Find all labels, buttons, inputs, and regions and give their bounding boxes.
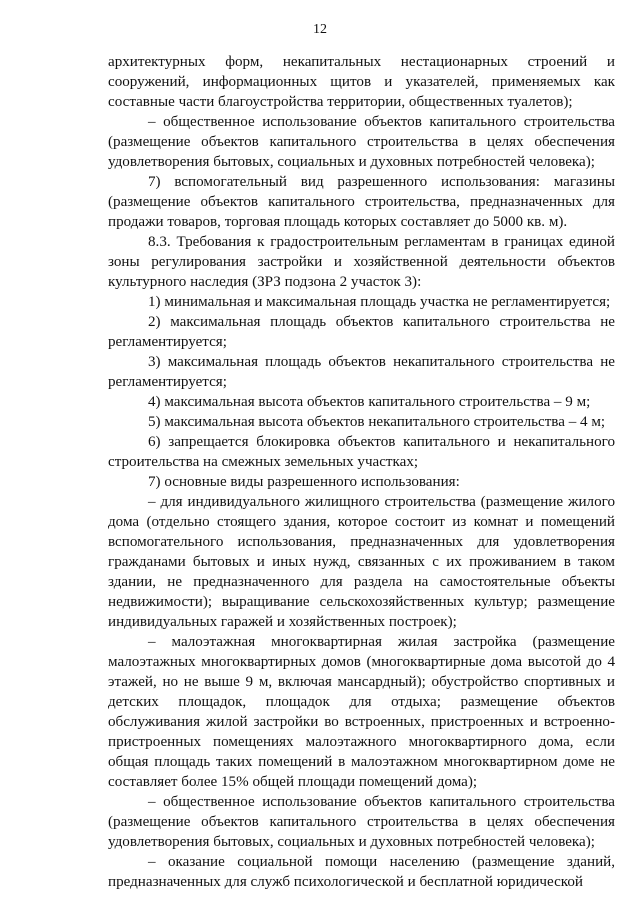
- paragraph: 8.3. Требования к градостроительным регламентам в границах единой зоны регулирования застройки и хозяйственной деятельности объектов культурного наследия (ЗРЗ подзона 2 участок 3):: [108, 234, 615, 290]
- paragraph: 7) вспомогательный вид разрешенного использования: магазины (размещение объектов капитального строительства, предназначенных для продажи товаров, торговая площадь которых составляет до 5000 кв. м).: [108, 174, 615, 230]
- paragraph: 6) запрещается блокировка объектов капитального и некапитального строительства на смежных земельных участках;: [108, 434, 615, 470]
- paragraph: – для индивидуального жилищного строительства (размещение жилого дома (отдельно стоящего здания, которое состоит из комнат и помещений вспомогательного использования, предназначенных для удовлетворения гражданами бытовых и иных нужд, связанных с их проживанием в таком здании, не предназначенного для раздела на самостоятельные объекты недвижимости); выращивание сельскохозяйственных культур; размещение индивидуальных гаражей и хозяйственных построек);: [108, 494, 615, 630]
- paragraph: 1) минимальная и максимальная площадь участка не регламентируется;: [148, 294, 611, 310]
- paragraph: – общественное использование объектов капитального строительства (размещение объектов капитального строительства в целях обеспечения удовлетворения бытовых, социальных и духовных потребностей человека);: [108, 794, 615, 850]
- paragraph: 2) максимальная площадь объектов капитального строительства не регламентируется;: [108, 314, 615, 350]
- paragraph: – оказание социальной помощи населению (размещение зданий, предназначенных для служб психологической и бесплатной юридической: [108, 854, 615, 890]
- document-body: [108, 52, 615, 892]
- paragraph: – общественное использование объектов капитального строительства (размещение объектов капитального строительства в целях обеспечения удовлетворения бытовых, социальных и духовных потребностей человека);: [108, 114, 615, 170]
- paragraph: архитектурных форм, некапитальных нестационарных строений и сооружений, информационных щитов и указателей, применяемых как составные части благоустройства территории, общественных туалетов);: [108, 54, 615, 110]
- paragraph: 7) основные виды разрешенного использования:: [148, 474, 460, 490]
- paragraph: 3) максимальная площадь объектов некапитального строительства не регламентируется;: [108, 354, 615, 390]
- paragraph: 5) максимальная высота объектов некапитального строительства – 4 м;: [148, 414, 606, 430]
- paragraph: 4) максимальная высота объектов капитального строительства – 9 м;: [148, 394, 591, 410]
- paragraph: – малоэтажная многоквартирная жилая застройка (размещение малоэтажных многоквартирных домов (многоквартирные дома высотой до 4 этажей, но не выше 9 м, включая мансардный); обустройство спортивных и детских площадок, площадок для отдыха; размещение объектов обслуживания жилой застройки во встроенных, пристроенных и встроенно-пристроенных помещениях малоэтажного многоквартирного дома, если общая площадь таких помещений в малоэтажном многоквартирном доме не составляет более 15% общей площади помещений дома);: [108, 634, 615, 790]
- page-number: 12: [313, 22, 327, 37]
